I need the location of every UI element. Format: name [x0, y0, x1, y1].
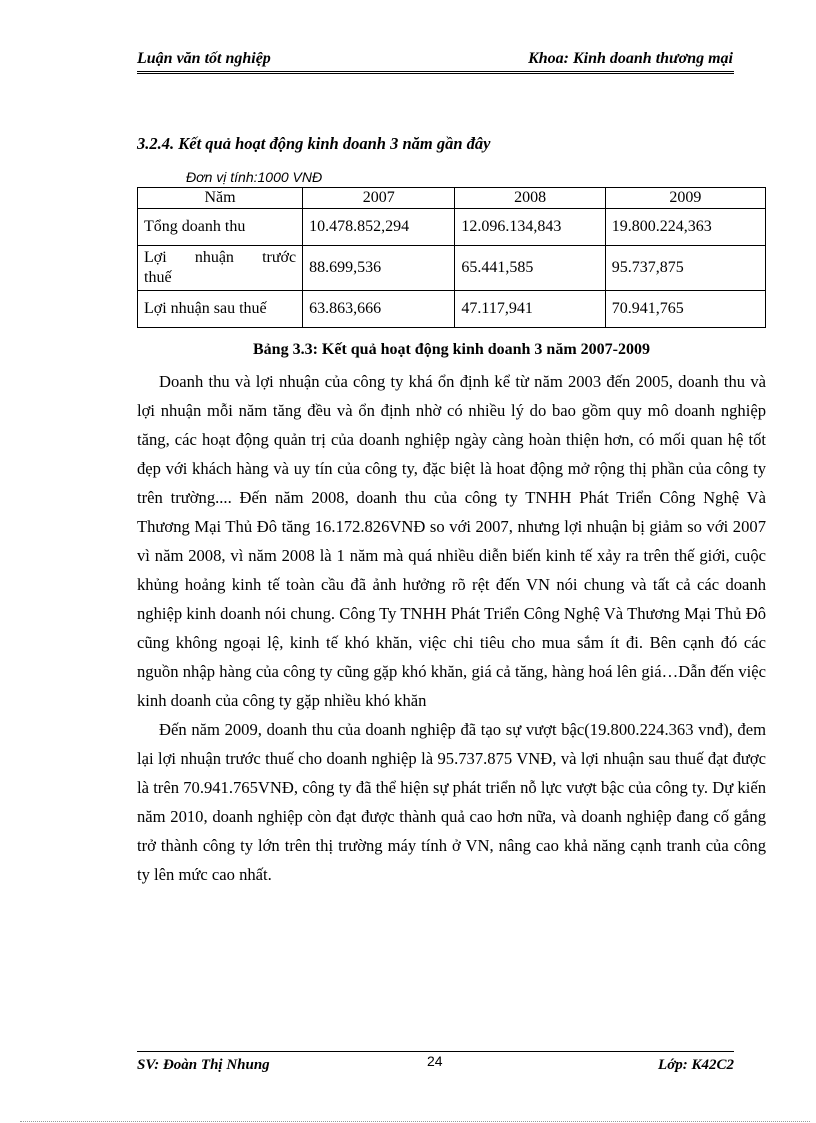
table-row-label: Lợi nhuận sau thuế [138, 291, 303, 328]
page-edge-dots [20, 1121, 810, 1122]
table-header-cell: 2007 [303, 188, 455, 209]
table-cell: 95.737,875 [605, 246, 765, 291]
results-table [137, 187, 766, 328]
row-label-line: thuế [144, 269, 172, 286]
table-cell: 12.096.134,843 [455, 209, 605, 246]
table-cell: 65.441,585 [455, 246, 605, 291]
table-header-cell: 2009 [605, 188, 765, 209]
table-cell: 88.699,536 [303, 246, 455, 291]
table-cell: 70.941,765 [605, 291, 765, 328]
header-faculty-label: Khoa: Kinh doanh thương mại [528, 50, 733, 67]
table-header-cell: Năm [138, 188, 303, 209]
footer-class-label: Lớp: K42C2 [658, 1057, 734, 1073]
row-label-line: Lợi nhuận trước [144, 249, 297, 266]
page-footer [137, 1054, 734, 1078]
table-cell: 10.478.852,294 [303, 209, 455, 246]
header-rule [137, 71, 734, 74]
table-row-label [138, 246, 303, 291]
table-row [138, 291, 766, 328]
paragraph: Đến năm 2009, doanh thu của doanh nghiệp đã tạo sự vượt bậc(19.800.224.363 vnđ), đem lại lợi nhuận trước thuế cho doanh nghiệp là 95.737.875 VNĐ, và lợi nhuận sau thuế đạt được là trên 70.941.765VNĐ, công ty đã thể hiện sự phát triển nỗ lực vượt bậc của công ty. Dự kiến năm 2010, doanh nghiệp còn đạt được thành quả cao hơn nữa, và doanh nghiệp đang cố gắng trở thành công ty lớn trên thị trường máy tính ở VN, nâng cao khả năng cạnh tranh của công ty lên mức cao nhất. [137, 720, 766, 884]
section-title: 3.2.4. Kết quả hoạt động kinh doanh 3 năm gần đây [137, 134, 491, 153]
table-cell: 19.800.224,363 [605, 209, 765, 246]
page-number: 24 [427, 1053, 443, 1069]
page-header [137, 46, 733, 72]
table-header-cell: 2008 [455, 188, 605, 209]
table-cell: 47.117,941 [455, 291, 605, 328]
table-row [138, 209, 766, 246]
table-header-row [138, 188, 766, 209]
paragraph: Doanh thu và lợi nhuận của công ty khá ổn định kể từ năm 2003 đến 2005, doanh thu và lợi nhuận mỗi năm tăng đều và ổn định nhờ có nhiều lý do bao gồm quy mô doanh nghiệp tăng, các hoạt động quản trị của doanh nghiệp ngày càng hoàn thiện hơn, có mối quan hệ tốt đẹp với khách hàng và uy tín của công ty, đặc biệt là hoat động mở rộng thị phần của công ty trên trường.... Đến năm 2008, doanh thu của công ty TNHH Phát Triển Công Nghệ Và Thương Mại Thủ Đô tăng 16.172.826VNĐ so với 2007, nhưng lợi nhuận bị giảm so với 2007 vì năm 2008, vì năm 2008 là 1 năm mà quá nhiều diễn biến kinh tế xảy ra trên thế giới, cuộc khủng hoảng kinh tế toàn cầu đã ảnh hưởng rõ rệt đến VN nói chung và tất cả các doanh nghiệp kinh doanh nói chung. Công Ty TNHH Phát Triển Công Nghệ Và Thương Mại Thủ Đô cũng không ngoại lệ, kinh tế khó khăn, việc chi tiêu cho mua sắm ít đi. Bên cạnh đó các nguồn nhập hàng của công ty cũng gặp khó khăn, giá cả tăng, hàng hoá lên giá…Dẫn đến việc kinh doanh của công ty gặp nhiều khó khăn [137, 372, 766, 710]
table-row-label: Tổng doanh thu [138, 209, 303, 246]
header-thesis-label: Luận văn tốt nghiệp [137, 50, 271, 67]
body-text [137, 367, 766, 889]
table-row [138, 246, 766, 291]
footer-rule [137, 1051, 734, 1052]
table-caption: Bảng 3.3: Kết quả hoạt động kinh doanh 3 năm 2007-2009 [253, 341, 650, 358]
unit-note: Đơn vị tính:1000 VNĐ [186, 169, 323, 185]
table-cell: 63.863,666 [303, 291, 455, 328]
footer-student-name: SV: Đoàn Thị Nhung [137, 1057, 270, 1073]
